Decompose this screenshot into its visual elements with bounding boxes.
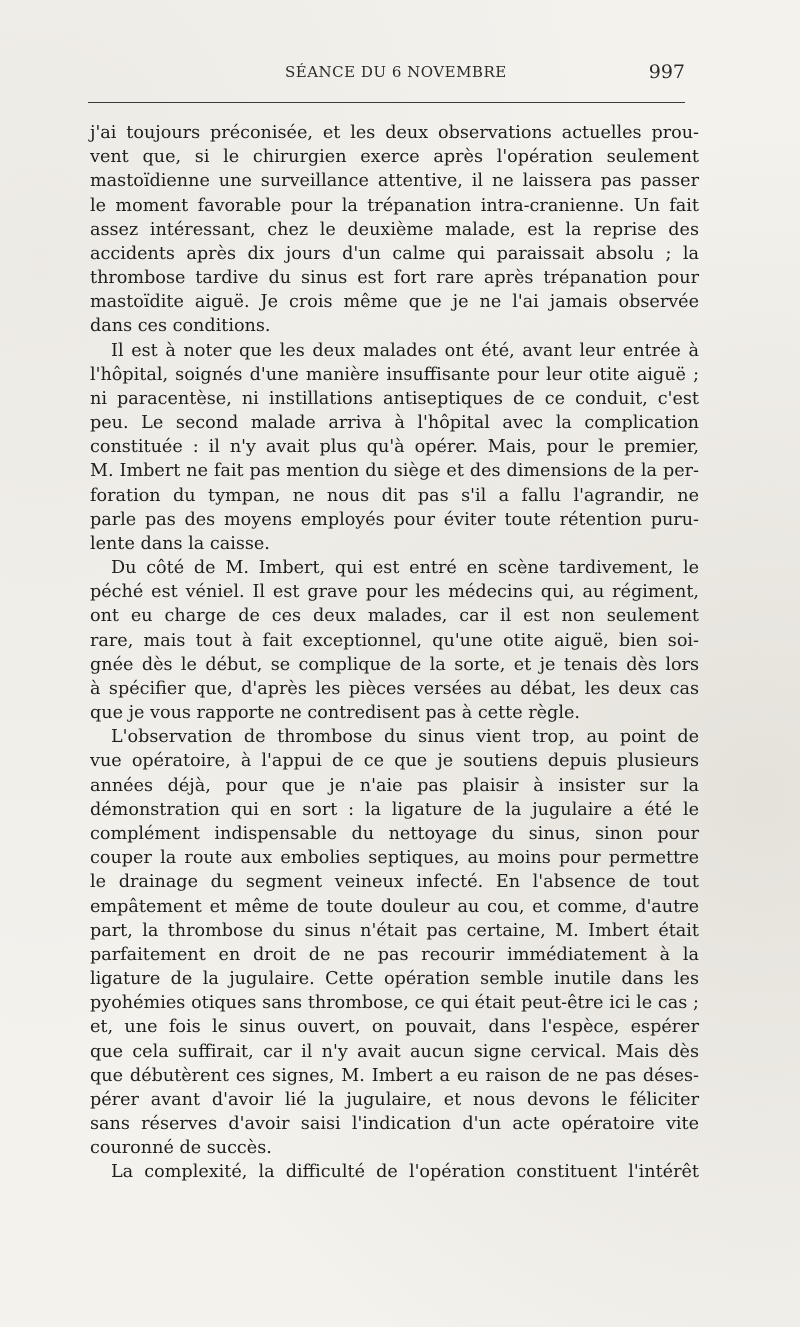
text-line: que débutèrent ces signes, M. Imbert a eu raison de ne pas déses- [90, 1065, 699, 1086]
text-line: ligature de la jugulaire. Cette opération semble inutile dans les [90, 969, 699, 990]
text-line: assez intéressant, chez le deuxième malade, est la reprise des [90, 219, 699, 240]
text-line: part, la thrombose du sinus n'était pas certaine, M. Imbert était [90, 920, 699, 941]
text-line: accidents après dix jours d'un calme qui paraissait absolu ; la [90, 243, 699, 264]
text-line: empâtement et même de toute douleur au cou, et comme, d'autre [90, 896, 699, 917]
text-line: mastoïdite aiguë. Je crois même que je ne l'ai jamais observée [90, 292, 699, 313]
text-line: constituée : il n'y avait plus qu'à opérer. Mais, pour le premier, [90, 437, 699, 458]
text-line: péché est véniel. Il est grave pour les médecins qui, au régiment, [90, 582, 699, 603]
text-line: foration du tympan, ne nous dit pas s'il a fallu l'agrandir, ne [90, 485, 699, 506]
text-line: rare, mais tout à fait exceptionnel, qu'une otite aiguë, bien soi- [90, 630, 699, 651]
running-title: SÉANCE DU 6 NOVEMBRE [285, 63, 507, 81]
text-line: peu. Le second malade arriva à l'hôpital avec la complication [90, 413, 699, 434]
text-line: le drainage du segment veineux infecté. En l'absence de tout [90, 872, 699, 893]
text-line: dans ces conditions. [90, 316, 271, 337]
text-line: sans réserves d'avoir saisi l'indication d'un acte opératoire vite [90, 1114, 699, 1135]
text-line: M. Imbert ne fait pas mention du siège et des dimensions de la per- [90, 461, 699, 482]
text-line: et, une fois le sinus ouvert, on pouvait, dans l'espèce, espérer [90, 1017, 699, 1038]
text-line: à spécifier que, d'après les pièces versées au débat, les deux cas [90, 678, 699, 699]
text-line: que je vous rapporte ne contredisent pas à cette règle. [90, 703, 580, 724]
text-line: vent que, si le chirurgien exerce après l'opération seulement [90, 147, 699, 168]
text-line: le moment favorable pour la trépanation intra-cranienne. Un fait [90, 195, 699, 216]
text-line: que cela suffirait, car il n'y avait aucun signe cervical. Mais dès [90, 1041, 699, 1062]
text-line: thrombose tardive du sinus est fort rare après trépanation pour [90, 268, 699, 289]
body-text [90, 121, 699, 1185]
text-line: mastoïdienne une surveillance attentive, il ne laissera pas passer [90, 171, 699, 192]
header-rule [88, 102, 685, 103]
page-header [88, 63, 685, 87]
text-line: démonstration qui en sort : la ligature de la jugulaire a été le [90, 799, 699, 820]
page-number: 997 [648, 61, 685, 83]
text-line: ont eu charge de ces deux malades, car il est non seulement [90, 606, 699, 627]
text-line: l'hôpital, soignés d'une manière insuffisante pour leur otite aiguë ; [90, 364, 699, 385]
text-line: j'ai toujours préconisée, et les deux observations actuelles prou- [90, 123, 699, 143]
text-line: pérer avant d'avoir lié la jugulaire, et nous devons le féliciter [90, 1089, 699, 1110]
text-line: années déjà, pour que je n'aie pas plaisir à insister sur la [90, 775, 699, 796]
text-line: couronné de succès. [90, 1138, 272, 1159]
text-line: pyohémies otiques sans thrombose, ce qui était peut-être ici le cas ; [90, 993, 699, 1014]
text-line: La complexité, la difficulté de l'opération constituent l'intérêt [111, 1162, 699, 1183]
text-line: couper la route aux embolies septiques, au moins pour permettre [90, 848, 699, 869]
text-line: Il est à noter que les deux malades ont été, avant leur entrée à [111, 340, 699, 361]
text-line: complément indispensable du nettoyage du sinus, sinon pour [90, 823, 699, 844]
text-line: L'observation de thrombose du sinus vient trop, au point de [111, 727, 699, 748]
text-line: ni paracentèse, ni instillations antiseptiques de ce conduit, c'est [90, 388, 699, 409]
text-line: parle pas des moyens employés pour éviter toute rétention puru- [90, 509, 699, 530]
text-line: parfaitement en droit de ne pas recourir immédiatement à la [90, 944, 699, 965]
text-line: Du côté de M. Imbert, qui est entré en scène tardivement, le [111, 558, 699, 579]
text-line: lente dans la caisse. [90, 533, 270, 554]
text-line: gnée dès le début, se complique de la sorte, et je tenais dès lors [90, 654, 699, 675]
text-line: vue opératoire, à l'appui de ce que je soutiens depuis plusieurs [90, 751, 699, 772]
